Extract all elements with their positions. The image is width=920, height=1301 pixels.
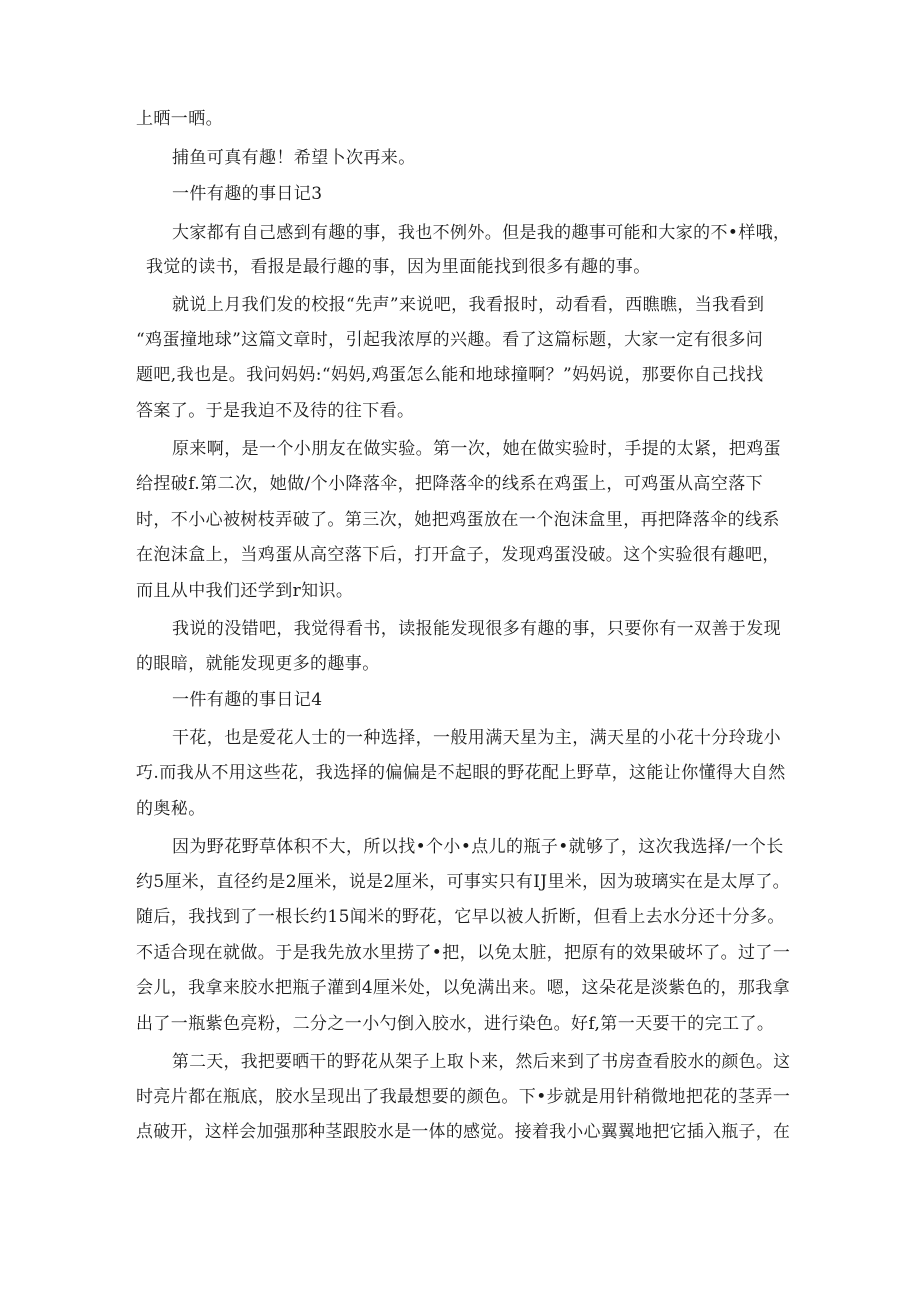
text-line: 上晒一晒。 xyxy=(136,109,223,129)
section-heading: 一件有趣的事日记3 xyxy=(172,184,323,204)
text-line: 时亮片都在瓶底，胶水呈现出了我最想要的颜色。下•步就是用针稍微地把花的茎弄一 xyxy=(136,1087,791,1107)
text-line: 原来啊，是一个小朋友在做实验。第一次，她在做实验时，手提的太紧，把鸡蛋 xyxy=(172,439,781,459)
text-line: 我觉的读书，看报是最行趣的事，因为里面能找到很多有趣的事。 xyxy=(146,257,651,277)
text-line: 出了一瓶紫色亮粉，二分之一小勺倒入胶水，进行染色。好f,第一天要干的完工了。 xyxy=(136,1014,775,1034)
section-heading: 一件有趣的事日记4 xyxy=(172,690,323,710)
text-line: 随后，我找到了一根长约15闻米的野花，它早以被人折断，但看上去水分还十分多。 xyxy=(136,907,785,927)
text-line: 的奥秘。 xyxy=(136,799,206,819)
text-line: 我说的没错吧，我觉得看书，读报能发现很多有趣的事，只要你有一双善于发现 xyxy=(172,619,781,639)
text-line: 会儿，我拿来胶水把瓶子灌到4厘米处，以免满出来。嗯，这朵花是淡紫色的，那我拿 xyxy=(136,978,791,998)
text-line: 的眼暗，就能发现更多的趣事。 xyxy=(136,654,380,674)
text-line: 因为野花野草体积不大，所以找•个小•点儿的瓶子•就够了，这次我选择/一个长 xyxy=(172,837,784,857)
text-line: 时，不小心被树枝弄破了。第三次，她把鸡蛋放在一个泡沫盒里，再把降落伞的线系 xyxy=(136,510,780,530)
text-line: 第二天，我把要晒干的野花从架子上取卜来，然后来到了书房查看胶水的颜色。这 xyxy=(172,1052,791,1072)
text-line: 点破开，这样会加强那种茎跟胶水是一体的感觉。接着我小心翼翼地把它插入瓶子，在 xyxy=(136,1122,791,1142)
text-line: “鸡蛋撞地球”这篇文章时，引起我浓厚的兴趣。看了这篇标题，大家一定有很多问 xyxy=(136,330,764,350)
text-line: 巧.而我从不用这些花，我选择的偏偏是不起眼的野花配上野草，这能让你懂得大自然 xyxy=(136,763,786,783)
text-line: 答案了。于是我迫不及待的往下看。 xyxy=(136,401,415,421)
text-line: 约5厘米，直径约是2厘米，说是2厘米，可事实只有IJ里米，因为玻璃实在是太厚了。 xyxy=(136,872,790,892)
text-line: 大家都有自己感到有趣的事，我也不例外。但是我的趣事可能和大家的不•样哦， xyxy=(172,223,791,243)
text-line: 在泡沫盒上，当鸡蛋从高空落下后，打开盒子，发现鸡蛋没破。这个实验很有趣吧， xyxy=(136,545,780,565)
text-line: 给捏破f.第二次，她做/个小降落伞，把降落伞的线系在鸡蛋上，可鸡蛋从高空落下 xyxy=(136,474,764,494)
text-line: 捕鱼可真有趣！希望卜次再来。 xyxy=(172,148,416,168)
text-line: 而且从中我们还学到r知识。 xyxy=(136,581,354,601)
text-line: 干花，也是爱花人士的一种选择，一般用满天星为主，满天星的小花十分玲珑小 xyxy=(172,728,781,748)
text-line: 不适合现在就做。于是我先放水里捞了•把，以免太脏，把原有的效果破坏了。过了一 xyxy=(136,943,791,963)
text-line: 就说上月我们发的校报“先声”来说吧，我看报时，动看看，西瞧瞧，当我看到 xyxy=(172,295,765,315)
text-line: 题吧,我也是。我问妈妈:“妈妈,鸡蛋怎么能和地球撞啊？”妈妈说，那要你自己找找 xyxy=(136,365,764,385)
